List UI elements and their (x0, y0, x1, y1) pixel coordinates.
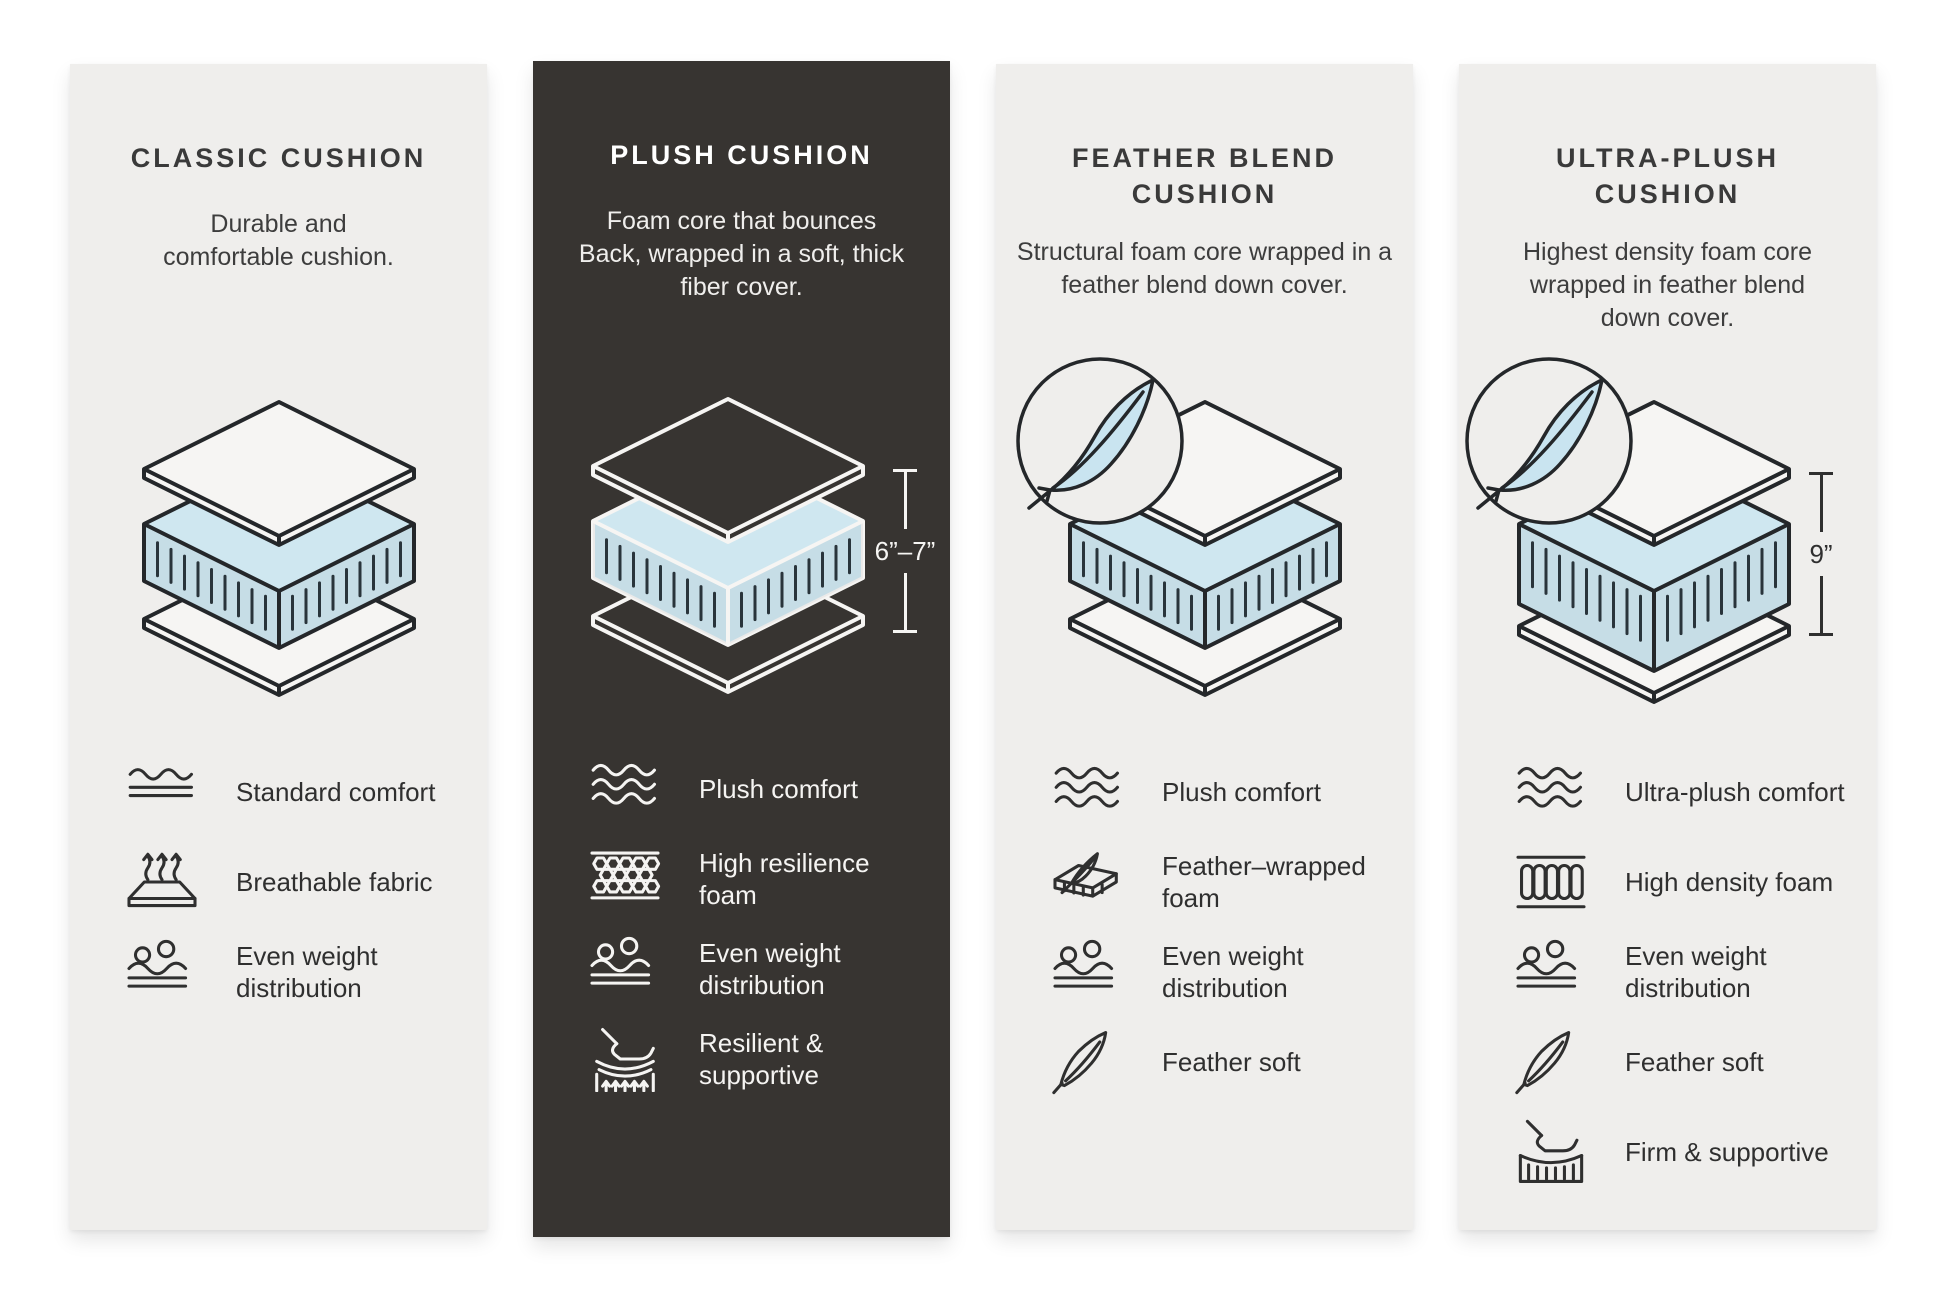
breathable-fabric-icon (124, 849, 200, 915)
dimension-label: 9” (1809, 539, 1833, 569)
feature-row (124, 759, 461, 825)
feature-label: Even weight distribution (1162, 941, 1304, 1003)
dimension-cap-bottom (893, 630, 917, 633)
card-description: Highest density foam core wrapped in feather blend down cover. (1522, 238, 1813, 332)
card-title: CLASSIC CUSHION (130, 143, 427, 173)
feature-row (1513, 759, 1850, 825)
feature-label: Standard comfort (236, 777, 436, 807)
feature-row (1513, 849, 1850, 915)
firm-supportive-icon (1513, 1119, 1589, 1185)
layered-cushion-illustration (996, 354, 1413, 734)
dimension-line (904, 573, 907, 630)
weight-distribution-icon (124, 939, 200, 1005)
dimension-line (904, 472, 907, 529)
layered-cushion-icon (1005, 354, 1405, 704)
feature-row (587, 1026, 924, 1092)
feature-label: Ultra-plush comfort (1625, 777, 1845, 807)
feature-list (1513, 759, 1850, 1209)
dimension-line (1820, 576, 1823, 633)
dimension-label: 6”–7” (874, 536, 936, 566)
feature-label: Feather soft (1162, 1047, 1301, 1077)
feather-icon (1050, 1029, 1126, 1095)
card-plush-cushion (533, 61, 950, 1237)
density-foam-icon (1513, 849, 1589, 915)
comfort-waves-icon (1513, 759, 1589, 825)
resilient-supportive-icon (587, 1026, 663, 1092)
layered-cushion-illustration (533, 351, 950, 731)
feature-label: High density foam (1625, 867, 1834, 897)
feature-row (1513, 1119, 1850, 1185)
feature-label: Even weight distribution (236, 941, 378, 1003)
card-classic-cushion (70, 64, 487, 1230)
feature-label: Even weight distribution (1625, 941, 1767, 1003)
weight-distribution-icon (1513, 939, 1589, 1005)
feature-label: Feather–wrapped foam (1162, 851, 1366, 913)
feature-label: Plush comfort (1162, 777, 1321, 807)
comfort-waves-icon (587, 756, 663, 822)
card-description: Structural foam core wrapped in a feather blend down cover. (1016, 238, 1393, 299)
card-ultra-plush-cushion (1459, 64, 1876, 1230)
feature-row (1513, 1029, 1850, 1095)
feature-label: Breathable fabric (236, 867, 433, 897)
layered-cushion-illustration (1459, 354, 1876, 734)
weight-distribution-icon (587, 936, 663, 1002)
layered-cushion-icon (79, 354, 479, 704)
card-title: PLUSH CUSHION (610, 140, 873, 170)
height-dimension (1778, 472, 1864, 636)
feature-row (587, 756, 924, 822)
feather-badge-icon (1018, 359, 1182, 523)
card-description: Foam core that bounces Back, wrapped in a soft, thick fiber cover. (578, 207, 905, 301)
card-title: ULTRA-PLUSH CUSHION (1556, 143, 1779, 209)
cushion-cards-row (0, 64, 1946, 1237)
layered-cushion-illustration (70, 354, 487, 734)
feather-wrapped-foam-icon (1050, 849, 1126, 915)
feather-badge-icon (1467, 359, 1631, 523)
feature-label: Feather soft (1625, 1047, 1764, 1077)
dimension-line (1820, 475, 1823, 532)
feature-row (1050, 849, 1387, 915)
feature-list (587, 756, 924, 1116)
feature-list (1050, 759, 1387, 1119)
feature-label: High resilience foam (699, 848, 870, 910)
feature-row (124, 939, 461, 1005)
feature-row (1050, 1029, 1387, 1095)
feature-row (124, 849, 461, 915)
height-dimension (862, 469, 948, 633)
comfort-waves-icon (124, 759, 200, 825)
feather-icon (1513, 1029, 1589, 1095)
feature-row (587, 846, 924, 912)
feature-row (587, 936, 924, 1002)
honeycomb-foam-icon (587, 846, 663, 912)
card-feather-blend-cushion (996, 64, 1413, 1230)
card-title: FEATHER BLEND CUSHION (1072, 143, 1337, 209)
feature-label: Resilient & supportive (699, 1028, 824, 1090)
card-description: Durable and comfortable cushion. (163, 210, 394, 271)
comfort-waves-icon (1050, 759, 1126, 825)
feature-label: Plush comfort (699, 774, 858, 804)
feature-row (1050, 939, 1387, 1005)
feature-row (1513, 939, 1850, 1005)
feature-label: Firm & supportive (1625, 1137, 1829, 1167)
feature-label: Even weight distribution (699, 938, 841, 1000)
feature-row (1050, 759, 1387, 825)
weight-distribution-icon (1050, 939, 1126, 1005)
dimension-cap-bottom (1809, 633, 1833, 636)
feature-list (124, 759, 461, 1029)
